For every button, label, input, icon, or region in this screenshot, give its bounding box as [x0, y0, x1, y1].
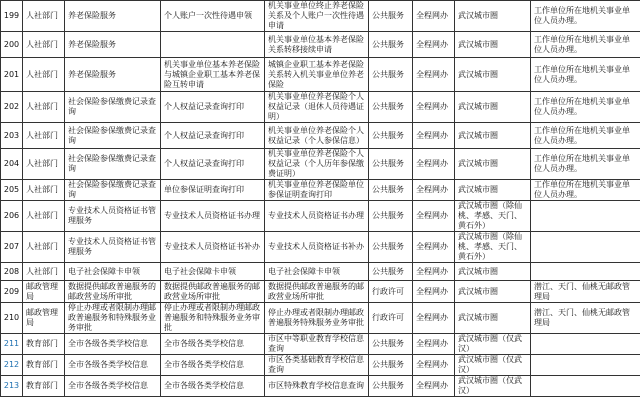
service-type-cell: 公共服务 [369, 355, 413, 376]
department-cell: 邮政管理局 [23, 303, 65, 334]
service-item-cell: 专业技术人员资格证书管理服务 [65, 201, 161, 232]
table-row [1, 376, 640, 397]
area-cell: 武汉城市圈（仅武汉） [455, 334, 531, 355]
area-cell: 武汉城市圈（除仙桃、孝感、天门、黄石外） [455, 232, 531, 263]
detail-cell: 市区各类基础教育学校信息查询 [265, 355, 369, 376]
note-cell [531, 376, 640, 397]
area-cell: 武汉城市圈 [455, 149, 531, 180]
department-cell: 人社部门 [23, 263, 65, 281]
service-type-cell: 公共服务 [369, 58, 413, 92]
area-cell: 武汉城市圈（仅武汉） [455, 355, 531, 376]
area-cell: 武汉城市圈 [455, 281, 531, 303]
service-type-cell: 公共服务 [369, 1, 413, 32]
sub-item-cell [161, 32, 265, 58]
handling-mode-cell: 全程网办 [413, 149, 455, 180]
sub-item-cell: 全市各级各类学校信息 [161, 355, 265, 376]
row-number: 209 [1, 281, 23, 303]
area-cell: 武汉城市圈 [455, 1, 531, 32]
handling-mode-cell: 全程网办 [413, 281, 455, 303]
service-type-cell: 公共服务 [369, 376, 413, 397]
handling-mode-cell: 全程网办 [413, 180, 455, 201]
handling-mode-cell: 全程网办 [413, 334, 455, 355]
detail-cell: 市区中等职业教育学校信息查询 [265, 334, 369, 355]
department-cell: 教育部门 [23, 376, 65, 397]
service-item-cell: 社会保险参保缴费记录查询 [65, 92, 161, 123]
service-type-cell: 公共服务 [369, 123, 413, 149]
department-cell: 人社部门 [23, 123, 65, 149]
table-row [1, 281, 640, 303]
service-item-cell: 社会保险参保缴费记录查询 [65, 149, 161, 180]
row-number: 200 [1, 32, 23, 58]
sub-item-cell: 全市各级各类学校信息 [161, 376, 265, 397]
table-row [1, 92, 640, 123]
handling-mode-cell: 全程网办 [413, 58, 455, 92]
note-cell [531, 232, 640, 263]
department-cell: 人社部门 [23, 232, 65, 263]
table-row [1, 201, 640, 232]
service-type-cell: 公共服务 [369, 201, 413, 232]
row-number: 208 [1, 263, 23, 281]
handling-mode-cell: 全程网办 [413, 201, 455, 232]
detail-cell: 专业技术人员资格证书办理 [265, 201, 369, 232]
row-number: 213 [1, 376, 23, 397]
note-cell [531, 334, 640, 355]
note-cell [531, 355, 640, 376]
sub-item-cell: 个人账户一次性待遇申领 [161, 1, 265, 32]
detail-cell: 机关事业单位养老保险单位参保证明查询打印 [265, 180, 369, 201]
service-item-cell: 专业技术人员资格证书管理服务 [65, 232, 161, 263]
table-row [1, 149, 640, 180]
table-body [1, 1, 640, 397]
sub-item-cell: 数据提供邮政普遍服务的邮政营业场所审批 [161, 281, 265, 303]
sub-item-cell: 停止办理或者限制办理邮政普遍服务和特殊服务业务审批 [161, 303, 265, 334]
sub-item-cell: 个人权益记录查询打印 [161, 92, 265, 123]
detail-cell: 停止办理或者限制办理邮政普遍服务特殊服务业务审批 [265, 303, 369, 334]
row-number: 205 [1, 180, 23, 201]
row-number: 201 [1, 58, 23, 92]
row-number: 210 [1, 303, 23, 334]
sub-item-cell: 个人权益记录查询打印 [161, 149, 265, 180]
table-row [1, 180, 640, 201]
area-cell: 武汉城市圈 [455, 180, 531, 201]
sub-item-cell: 个人权益记录查询打印 [161, 123, 265, 149]
service-item-cell: 社会保险参保缴费记录查询 [65, 123, 161, 149]
note-cell: 工作单位所在地机关事业单位人员办理。 [531, 123, 640, 149]
service-type-cell: 公共服务 [369, 180, 413, 201]
detail-cell: 数据提供邮政普遍服务的邮政营业场所审批 [265, 281, 369, 303]
handling-mode-cell: 全程网办 [413, 355, 455, 376]
department-cell: 邮政管理局 [23, 281, 65, 303]
area-cell: 武汉城市圈 [455, 92, 531, 123]
department-cell: 教育部门 [23, 334, 65, 355]
handling-mode-cell: 全程网办 [413, 232, 455, 263]
table-row [1, 232, 640, 263]
detail-cell: 专业技术人员资格证书补办 [265, 232, 369, 263]
department-cell: 人社部门 [23, 149, 65, 180]
handling-mode-cell: 全程网办 [413, 263, 455, 281]
department-cell: 人社部门 [23, 32, 65, 58]
table-row [1, 303, 640, 334]
sub-item-cell: 专业技术人员资格证书补办 [161, 232, 265, 263]
service-item-cell: 养老保险服务 [65, 58, 161, 92]
service-item-cell: 数据提供邮政普遍服务的邮政营业场所审批 [65, 281, 161, 303]
row-number: 203 [1, 123, 23, 149]
detail-cell: 机关事业单位养老保险个人权益记录（个人历年参保缴费证明） [265, 149, 369, 180]
sub-item-cell: 单位参保证明查询打印 [161, 180, 265, 201]
note-cell: 潜江、天门、仙桃无邮政管理局 [531, 303, 640, 334]
area-cell: 武汉城市圈（除仙桃、孝感、天门、黄石外） [455, 201, 531, 232]
note-cell: 工作单位所在地机关事业单位人员办理。 [531, 92, 640, 123]
detail-cell: 机关事业单位基本养老保险关系转移接续申请 [265, 32, 369, 58]
area-cell: 武汉城市圈 [455, 303, 531, 334]
row-number: 212 [1, 355, 23, 376]
detail-cell: 市区特殊教育学校信息查询 [265, 376, 369, 397]
service-type-cell: 行政许可 [369, 281, 413, 303]
service-type-cell: 公共服务 [369, 149, 413, 180]
department-cell: 人社部门 [23, 180, 65, 201]
note-cell [531, 263, 640, 281]
department-cell: 人社部门 [23, 201, 65, 232]
service-item-cell: 停止办理或者限制办理邮政普遍服务和特殊服务业务审批 [65, 303, 161, 334]
department-cell: 人社部门 [23, 58, 65, 92]
sub-item-cell: 全市各级各类学校信息 [161, 334, 265, 355]
area-cell: 武汉城市圈 [455, 32, 531, 58]
service-item-cell: 电子社会保障卡申领 [65, 263, 161, 281]
row-number: 202 [1, 92, 23, 123]
sub-item-cell: 电子社会保障卡申领 [161, 263, 265, 281]
area-cell: 武汉城市圈 [455, 58, 531, 92]
handling-mode-cell: 全程网办 [413, 1, 455, 32]
sub-item-cell: 机关事业单位基本养老保险与城镇企业职工基本养老保险互转申请 [161, 58, 265, 92]
table-row [1, 123, 640, 149]
note-cell: 工作单位所在地机关事业单位人员办理。 [531, 149, 640, 180]
row-number: 199 [1, 1, 23, 32]
table-row [1, 263, 640, 281]
area-cell: 武汉城市圈 [455, 263, 531, 281]
service-type-cell: 公共服务 [369, 92, 413, 123]
service-type-cell: 行政许可 [369, 303, 413, 334]
service-item-cell: 全市各级各类学校信息 [65, 355, 161, 376]
note-cell: 工作单位所在地机关事业单位人员办理。 [531, 1, 640, 32]
department-cell: 人社部门 [23, 1, 65, 32]
area-cell: 武汉城市圈 [455, 123, 531, 149]
table-row [1, 58, 640, 92]
detail-cell: 机关事业单位终止养老保险关系及个人账户一次性待遇申请 [265, 1, 369, 32]
service-type-cell: 公共服务 [369, 232, 413, 263]
row-number: 207 [1, 232, 23, 263]
handling-mode-cell: 全程网办 [413, 123, 455, 149]
handling-mode-cell: 全程网办 [413, 92, 455, 123]
service-item-cell: 养老保险服务 [65, 1, 161, 32]
service-type-cell: 公共服务 [369, 32, 413, 58]
note-cell: 工作单位所在地机关事业单位人员办理。 [531, 32, 640, 58]
sub-item-cell: 专业技术人员资格证书办理 [161, 201, 265, 232]
area-cell: 武汉城市圈（仅武汉） [455, 376, 531, 397]
note-cell: 潜江、天门、仙桃无邮政管理局 [531, 281, 640, 303]
service-item-cell: 全市各级各类学校信息 [65, 334, 161, 355]
department-cell: 人社部门 [23, 92, 65, 123]
note-cell: 工作单位所在地机关事业单位人员办理。 [531, 58, 640, 92]
handling-mode-cell: 全程网办 [413, 303, 455, 334]
handling-mode-cell: 全程网办 [413, 376, 455, 397]
row-number: 206 [1, 201, 23, 232]
detail-cell: 机关事业单位养老保险个人权益记录（退休人员待遇证明） [265, 92, 369, 123]
row-number: 211 [1, 334, 23, 355]
detail-cell: 机关事业单位养老保险个人权益记录（个人参保信息） [265, 123, 369, 149]
department-cell: 教育部门 [23, 355, 65, 376]
table-row [1, 1, 640, 32]
table-row [1, 355, 640, 376]
detail-cell: 电子社会保障卡申领 [265, 263, 369, 281]
handling-mode-cell: 全程网办 [413, 32, 455, 58]
service-item-cell: 社会保险参保缴费记录查询 [65, 180, 161, 201]
note-cell [531, 201, 640, 232]
service-item-cell: 全市各级各类学校信息 [65, 376, 161, 397]
table-row [1, 32, 640, 58]
table-row [1, 334, 640, 355]
service-item-cell: 养老保险服务 [65, 32, 161, 58]
detail-cell: 城镇企业职工基本养老保险关系转入机关事业单位养老保险 [265, 58, 369, 92]
note-cell: 工作单位所在地机关事业单位人员办理。 [531, 180, 640, 201]
row-number: 204 [1, 149, 23, 180]
service-type-cell: 公共服务 [369, 263, 413, 281]
service-type-cell: 公共服务 [369, 334, 413, 355]
